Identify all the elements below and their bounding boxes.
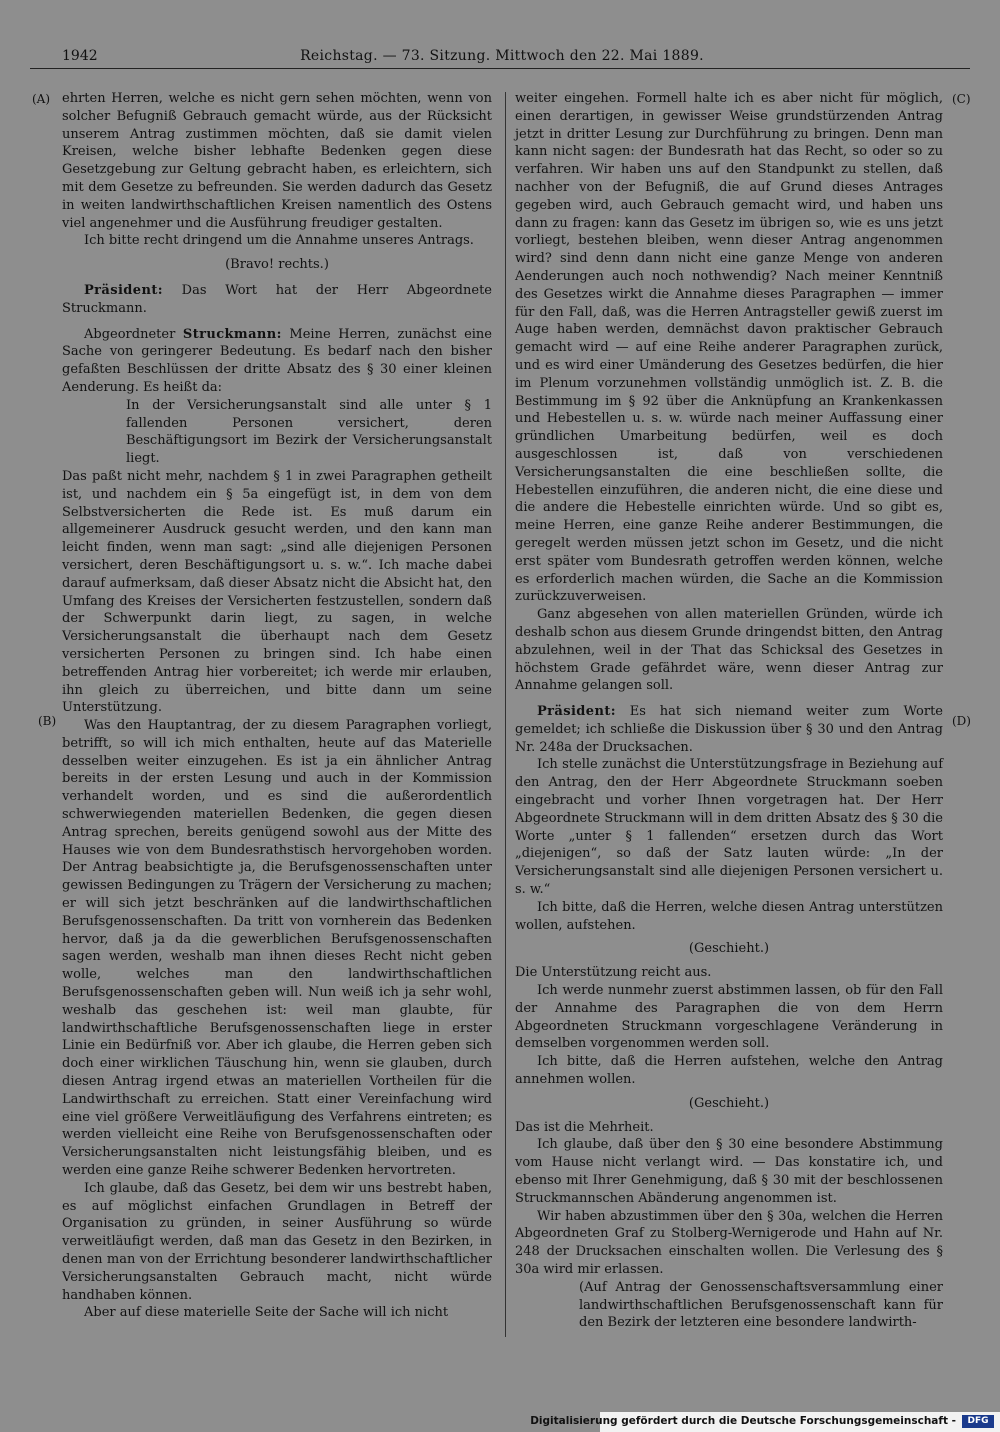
- margin-marker-d: (D): [952, 714, 971, 728]
- margin-marker-b: (B): [38, 714, 57, 728]
- body-paragraph: Ich bitte recht dringend um die Annahme unseres Antrags.: [84, 233, 474, 249]
- quoted-text: (Auf Antrag der Genossenschaftsversammlung einer landwirthschaftlichen Berufsgenossenschaft kann für den Bezirk der letzteren eine besondere landwirth-: [579, 1279, 943, 1331]
- body-paragraph: Ich glaube, daß das Gesetz, bei dem wir uns bestrebt haben, es auf möglichst einfachen Grundlagen in Betreff der Organisation zu gründen, in seiner Ausführung so würde verweitläufigt werden, daß man das Gesetz in den Bezirken, in denen man von der Errichtung besonderer landwirthschaftlicher Versicherungsanstalten Gebrauch macht, nicht würde handhaben können.: [62, 1180, 492, 1303]
- body-paragraph: Ganz abgesehen von allen materiellen Gründen, würde ich deshalb schon aus diesem Grunde dringendst bitten, den Antrag abzulehnen, weil in der That das Schicksal des Gesetzes in höchstem Grade gefährdet wäre, wenn dieser Antrag zur Annahme gelangen soll.: [515, 607, 943, 694]
- body-paragraph: Wir haben abzustimmen über den § 30a, welchen die Herren Abgeordneten Graf zu Stolberg-Wernigerode und Hahn auf Nr. 248 der Drucksachen einschalten wollen. Die Verlesung des § 30a wird mir erlassen.: [515, 1208, 943, 1277]
- speech-text: Meine Herren, zunächst eine Sache von geringerer Bedeutung. Es bedarf nach den bisher gefaßten Beschlüssen der dritte Absatz des § 30 einer kleinen Aenderung. Es heißt da:: [62, 326, 492, 395]
- body-paragraph: Die Unterstützung reicht aus.: [515, 965, 712, 981]
- speaker-name: Struckmann:: [182, 326, 282, 342]
- column-divider: [505, 92, 506, 1337]
- body-paragraph: weiter eingehen. Formell halte ich es aber nicht für möglich, einen derartigen, in gewisser Weise grundstürzenden Antrag jetzt in dritter Lesung zur Durchführung zu bringen. Denn man kann nicht sagen: der Bundesrath hat das Recht, so oder so zu verfahren. Wir haben uns auf den Standpunkt zu stellen, daß nachher von der Befugniß, die auf Grund dieses Antrages gegeben wird, auch Gebrauch gemacht wird, und haben uns dann zu fragen: kann das Gesetz im übrigen so, wie es uns jetzt vorliegt, bestehen bleiben, wenn dieser Antrag angenommen wird? sind denn dann nicht eine ganze Menge von anderen Aenderungen auch noch nothwendig? Nach meiner Kenntniß des Gesetzes wirkt die Annahme dieses Paragraphen — immer für den Fall, daß, was die Herren Antragsteller gewiß zuerst im Auge haben werden, demnächst davon praktischer Gebrauch gemacht wird — auf eine Reihe anderer Paragraphen zurück, und es wird einer Umänderung des Gesetzes bedürfen, die hier im Plenum vorzunehmen vollständig unmöglich ist. Z. B. die Bestimmung im § 92 über die Anknüpfung an Krankenkassen und Hebestellen u. s. w. würde nach meiner Auffassung einer gründlichen Umarbeitung bedürfen, weil es doch ausgeschlossen ist, daß von verschiedenen Versicherungsanstalten die eine beschließen sollte, die Hebestellen einzuführen, die anderen nicht, die eine diese und die andere die Hebestelle einrichten würde. Und so gibt es, meine Herren, eine ganze Reihe anderer Bestimmungen, die geregelt werden müssen jetzt schon im Gesetz, und die nicht erst später vom Bundesrath getroffen werden können, welche es erforderlich machen würden, die Sache an die Kommission zurückzuverweisen.: [515, 91, 943, 605]
- body-paragraph: Was den Hauptantrag, der zu diesem Paragraphen vorliegt, betrifft, so will ich mich enthalten, heute auf das Materielle desselben weiter einzugehen. Es ist ja ein ähnlicher Antrag bereits in der ersten Lesung und auch in der Kommission verhandelt worden, und es sind die außerordentlich schwerwiegenden materiellen Bedenken, die gegen diesen Antrag sprechen, bereits genügend sowohl aus der Mitte des Hauses wie von dem Bundesrathstisch hervorgehoben worden. Der Antrag beabsichtigte ja, die Berufsgenossenschaften unter gewissen Bedingungen zu Trägern der Versicherung zu machen; er will sich jetzt beschränken auf die landwirthschaftlichen Berufsgenossenschaften. Da tritt von vornherein das Bedenken hervor, daß ja da die gewerblichen Berufsgenossenschaften sagen werden, weshalb man ihnen dieses Recht nicht geben wolle, welches man den landwirthschaftlichen Berufsgenossenschaften geben will. Nun weiß ich ja sehr wohl, weshalb das geschehen ist: weil man glaubte, für landwirthschaftliche Berufsgenossenschaften liege in erster Linie ein Bedürfniß vor. Aber ich glaube, die Herren geben sich doch einer wirklichen Täuschung hin, wenn sie glauben, durch diesen Antrag irgend etwas an materiellen Vortheilen für die Landwirthschaft zu erreichen. Statt einer Vereinfachung wird eine viel größere Verweitläufigung des Verfahrens eintreten; es werden vielleicht eine Reihe von Berufsgenossenschaften oder Versicherungsanstalten nicht leistungsfähig bleiben, und es werden eine ganze Reihe schwerer Bedenken hervortreten.: [62, 718, 492, 1179]
- speech-text: Es hat sich niemand weiter zum Worte gemeldet; ich schließe die Diskussion über § 30 und den Antrag Nr. 248a der Drucksachen.: [515, 704, 943, 755]
- left-text-column: [62, 90, 492, 1322]
- body-paragraph: Ich bitte, daß die Herren aufstehen, welche den Antrag annehmen wollen.: [515, 1054, 943, 1088]
- body-paragraph: Ich stelle zunächst die Unterstützungsfrage in Beziehung auf den Antrag, den der Herr Abgeordnete Struckmann soeben eingebracht und vorher Ihnen vorgetragen hat. Der Herr Abgeordnete Struckmann will in dem dritten Absatz des § 30 die Worte „unter § 1 fallenden“ ersetzen durch das Wort „diejenigen“, so daß der Satz lauten würde: „In der Versicherungsanstalt sind alle diejenigen Personen versichert u. s. w.“: [515, 757, 943, 898]
- stage-direction: (Geschieht.): [688, 1095, 770, 1111]
- speaker-paragraph: [515, 703, 943, 756]
- speech-text: Das Wort hat der Herr Abgeordnete Struckmann.: [62, 282, 492, 316]
- body-paragraph: Ich werde nunmehr zuerst abstimmen lassen, ob für den Fall der Annahme des Paragraphen die von dem Herrn Abgeordneten Struckmann vorgeschlagene Veränderung in demselben vorgenommen werden soll.: [515, 983, 943, 1052]
- running-title: Reichstag. — 73. Sitzung. Mittwoch den 22. Mai 1889.: [300, 48, 704, 64]
- speaker-prefix: Abgeordneter: [84, 326, 183, 342]
- speaker-paragraph: [62, 326, 492, 397]
- body-paragraph: Das paßt nicht mehr, nachdem § 1 in zwei Paragraphen getheilt ist, und nachdem ein § 5a eingefügt ist, in dem von dem Selbstversicherten die Rede ist. Es muß darum ein allgemeinerer Ausdruck gesucht werden, und den kann man leicht finden, wenn man sagt: „sind alle diejenigen Personen versichert, deren Beschäftigungsort u. s. w.“. Ich mache dabei darauf aufmerksam, daß dieser Absatz nicht die Absicht hat, den Umfang des Kreises der Versicherten festzustellen, sondern daß der Schwerpunkt darin liegt, zu sagen, in welche Versicherungsanstalt die überhaupt nach dem Gesetz versicherten Personen zu bringen sind. Ich habe einen betreffenden Antrag hier vorbereitet; ich werde mir erlauben, ihn gleich zu überreichen, und bitte dann um seine Unterstützung.: [62, 468, 492, 716]
- body-paragraph: Ich bitte, daß die Herren, welche diesen Antrag unterstützen wollen, aufstehen.: [515, 899, 943, 933]
- body-paragraph: Das ist die Mehrheit.: [515, 1119, 654, 1135]
- speaker-name: Präsident:: [537, 704, 616, 720]
- margin-marker-c: (C): [952, 92, 971, 106]
- speaker-paragraph: [62, 282, 492, 318]
- right-text-column: [515, 90, 943, 1332]
- quoted-text: In der Versicherungsanstalt sind alle unter § 1 fallenden Personen versichert, deren Beschäftigungsort im Bezirk der Versicherungsanstalt liegt.: [126, 397, 492, 467]
- footer-credit: Digitalisierung gefördert durch die Deutsche Forschungsgemeinschaft -: [530, 1415, 956, 1427]
- stage-direction: (Geschieht.): [688, 941, 770, 957]
- page-header: [62, 48, 942, 68]
- dfg-logo: DFG: [962, 1415, 994, 1428]
- footer-bar: [530, 1412, 1000, 1432]
- margin-marker-a: (A): [32, 92, 51, 106]
- page-number: 1942: [62, 48, 98, 64]
- speaker-name: Präsident:: [84, 282, 163, 298]
- header-rule: [30, 68, 970, 69]
- body-paragraph: Aber auf diese materielle Seite der Sache will ich nicht: [84, 1305, 449, 1321]
- body-paragraph: Ich glaube, daß über den § 30 eine besondere Abstimmung vom Hause nicht verlangt wird. — Das konstatire ich, und ebenso mit Ihrer Genehmigung, daß § 30 mit der beschlossenen Struckmannschen Abänderung angenommen ist.: [515, 1137, 943, 1206]
- stage-direction: (Bravo! rechts.): [225, 257, 329, 273]
- body-paragraph: ehrten Herren, welche es nicht gern sehen möchten, wenn von solcher Befugniß Gebrauch gemacht würde, aus der Rücksicht unserem Antrag zustimmen möchten, daß sie damit vielen Kreisen, welche bisher lebhafte Bedenken gegen diese Gesetzgebung zur Geltung gebracht haben, es erleichtern, sich mit dem Gesetze zu befreunden. Sie werden dadurch das Gesetz in weiten landwirthschaftlichen Kreisen namentlich des Ostens viel angenehmer und die Ausführung freudiger gestalten.: [62, 91, 492, 231]
